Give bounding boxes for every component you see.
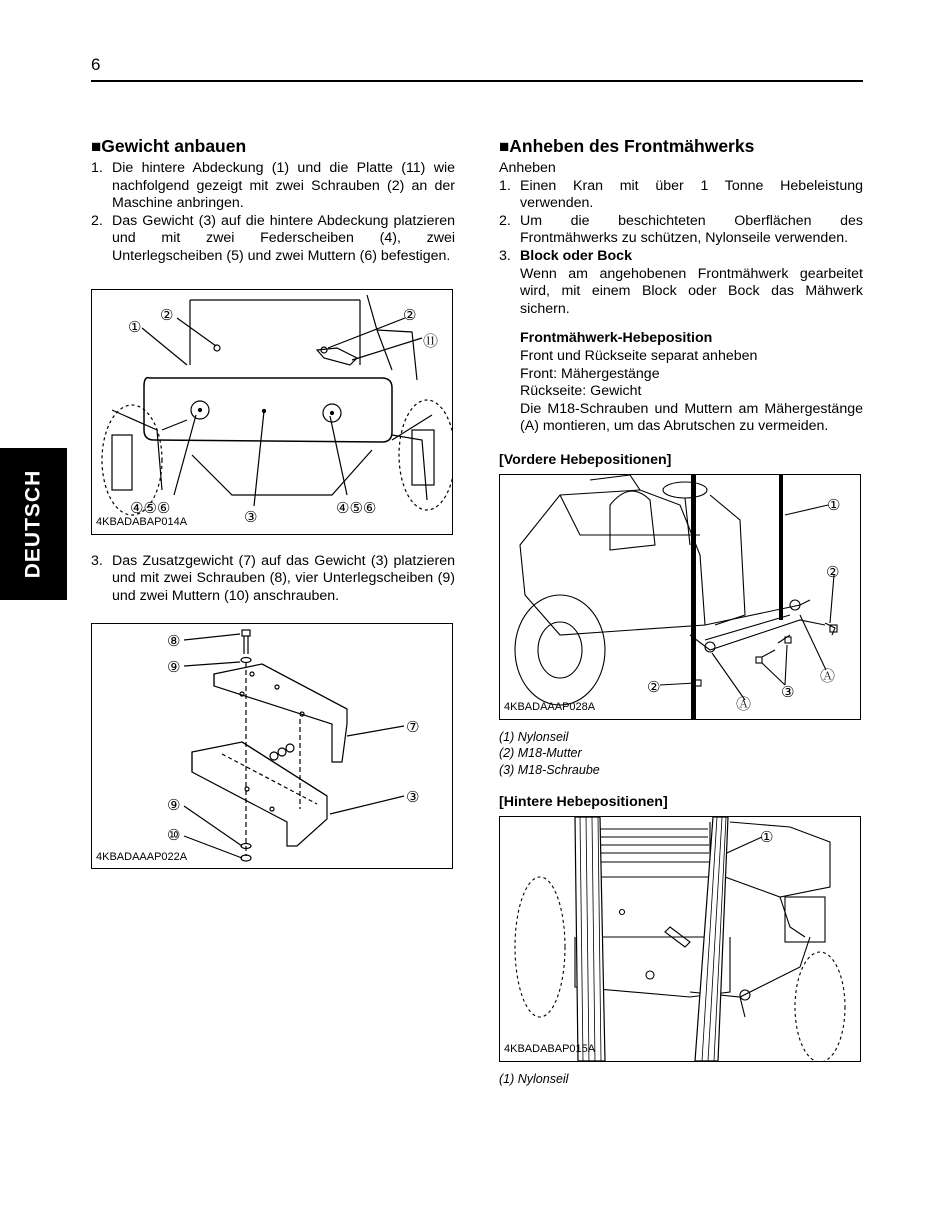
figure-code: 4KBADAAAP022A (96, 850, 188, 863)
callout-2: ② (826, 562, 840, 581)
callout-2: ② (647, 677, 661, 696)
steps-list-a (91, 160, 455, 266)
callout-9: ⑨ (167, 658, 181, 677)
list-item: 1. Einen Kran mit über 1 Tonne Hebeleistung verwenden. (499, 177, 863, 212)
callout-2: ② (403, 305, 417, 324)
list-item: 2. Das Gewicht (3) auf die hintere Abdeckung platzieren und mit zwei Federscheiben (4), zwei Unterlegscheiben (5) und zwei Muttern (6) befestigen. (91, 212, 455, 264)
page-number: 6 (91, 55, 101, 74)
legend-front: (1) Nylonseil (2) M18-Mutter (3) M18-Schraube (499, 729, 600, 777)
rear-cover-illustration (92, 290, 452, 534)
section-heading-lifting (499, 136, 863, 157)
figure-code: 4KBADABAP015A (504, 1043, 596, 1055)
lifting-steps (499, 178, 863, 319)
heading-square-icon: ■ (91, 137, 102, 156)
right-column (499, 136, 863, 1087)
figure-extra-weight (91, 623, 453, 869)
header-rule (91, 80, 863, 82)
intro-text: Anheben (499, 160, 556, 176)
callout-4-5-6: ④⑤⑥ (336, 498, 377, 517)
figure-code: 4KBADABAP014A (96, 515, 188, 528)
figure-rear-cover (91, 289, 453, 535)
list-item: 2. Um die beschichteten Oberflächen des Frontmähwerks zu schützen, Nylonseile verwenden. (499, 212, 863, 247)
front-lift-illustration (500, 475, 860, 719)
callout-11: ⑪ (423, 331, 439, 350)
figure-rear-lift (499, 816, 861, 1062)
callout-9: ⑨ (167, 796, 181, 815)
figure-code: 4KBADAAAP028A (504, 700, 596, 713)
list-item: 3. Block oder Bock Wenn am angehobenen Frontmähwerk gearbeitet wird, mit einem Block oder Bock das Mähwerk sichern. (499, 247, 863, 317)
steps-list-b (91, 553, 455, 606)
legend-rear: (1) Nylonseil (499, 1071, 569, 1086)
callout-1: ① (827, 495, 841, 514)
callout-10: ⑩ (167, 826, 181, 845)
left-column (91, 136, 455, 869)
list-item: 3. Das Zusatzgewicht (7) auf das Gewicht (3) platzieren und mit zwei Schrauben (8), vier Unterlegscheiben (9) und zwei Muttern (10) anschrauben. (91, 552, 455, 604)
rear-lift-illustration (500, 817, 860, 1061)
figure-caption-rear: [Hintere Hebepositionen] (499, 794, 668, 810)
extra-weight-illustration (92, 624, 452, 868)
callout-3: ③ (406, 788, 420, 807)
callout-3: ③ (781, 682, 795, 701)
heading-square-icon: ■ (499, 137, 510, 156)
callout-A: Ⓐ (820, 666, 836, 685)
callout-7: ⑦ (406, 718, 420, 737)
heading-text: Anheben des Frontmähwerks (509, 136, 755, 156)
callout-1: ① (760, 827, 774, 846)
side-tab-label: DEUTSCH (21, 469, 45, 579)
callout-A: Ⓐ (736, 694, 752, 713)
callout-2: ② (160, 305, 174, 324)
language-side-tab (0, 448, 67, 600)
figure-caption-front: [Vordere Hebepositionen] (499, 451, 672, 468)
callout-4-5-6: ④⑤⑥ (130, 498, 171, 517)
figure-front-lift (499, 474, 861, 720)
callout-3: ③ (244, 507, 258, 526)
callout-8: ⑧ (167, 632, 181, 651)
heading-text: Gewicht anbauen (101, 136, 247, 156)
step-title: Block oder Bock (520, 247, 632, 264)
section-heading-weight (91, 136, 455, 157)
callout-1: ① (128, 317, 142, 336)
list-item: 1. Die hintere Abdeckung (1) und die Platte (11) wie nachfolgend gezeigt mit zwei Schrauben (2) an der Maschine anbringen. (91, 160, 455, 212)
lift-position-block: Frontmähwerk-Hebeposition Front und Rückseite separat anheben Front: Mähergestänge Rückseite: Gewicht Die M18-Schrauben und Muttern am Mähergestänge (A) montieren, um das Abrutschen zu vermeiden. (520, 330, 863, 435)
lift-position-title: Frontmähwerk-Hebeposition (520, 330, 713, 347)
